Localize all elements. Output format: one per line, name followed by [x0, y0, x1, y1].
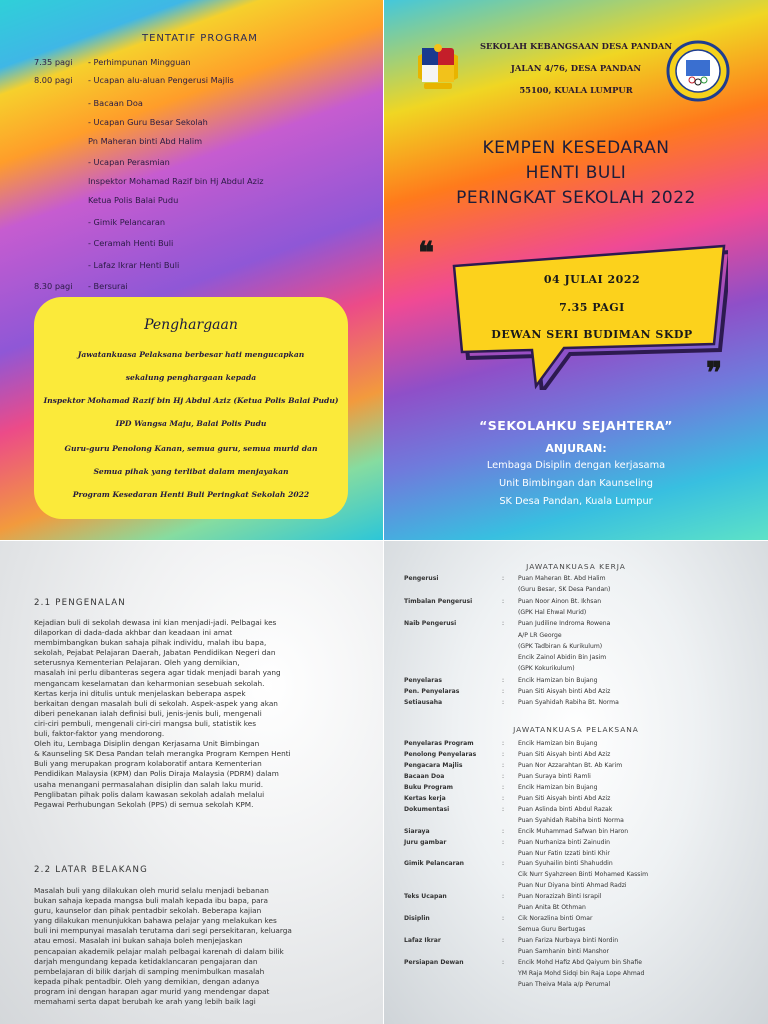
committee-name: Puan Theiva Mala a/p Perumal: [518, 980, 611, 988]
tentatif-item: - Ceramah Henti Buli: [88, 238, 174, 248]
committee-row: [404, 598, 754, 608]
committee-row: [404, 981, 754, 991]
tentatif-time: 8.30 pagi: [34, 281, 73, 291]
committee-colon: :: [502, 860, 505, 868]
committee-row: [404, 586, 754, 596]
committee-role: Gimik Pelancaran: [404, 860, 465, 868]
committee-row: [404, 828, 754, 838]
committee-colon: :: [502, 761, 505, 769]
committee-row: [404, 850, 754, 860]
committee-row: [404, 632, 754, 642]
committee-row: [404, 784, 754, 794]
committee-colon: :: [502, 783, 505, 791]
paragraph-line: kepada pihak pentadbir. Oleh yang demikian, dengan adanya: [34, 976, 260, 986]
committee-name: Puan Aslinda binti Abdul Razak: [518, 805, 613, 813]
committee-name: Puan Nurhaniza binti Zainudin: [518, 838, 610, 846]
paragraph-line: Oleh itu, Lembaga Disiplin dengan Kerjasama Unit Bimbingan: [34, 739, 260, 749]
committee-colon: :: [502, 893, 505, 901]
paragraph-line: & Kaunseling SK Desa Pandan telah merangka Program Kempen Henti: [34, 749, 291, 759]
event-venue: DEWAN SERI BUDIMAN SKDP: [491, 328, 693, 341]
event-time: 7.35 PAGI: [559, 301, 625, 314]
tentatif-item: Inspektor Mohamad Razif bin Hj Abdul Aziz: [88, 176, 264, 186]
tentatif-item: - Lafaz Ikrar Henti Buli: [88, 260, 180, 270]
jk-pelaksana-heading: JAWATANKUASA PELAKSANA: [513, 725, 639, 734]
committee-name: (GPK Hal Ehwal Murid): [518, 608, 587, 616]
paragraph-line: Buli yang merupakan program kolaboratif antara Kementerian: [34, 759, 262, 769]
paragraph-line: pembelajaran di bilik darjah di samping menimbulkan masalah: [34, 966, 265, 976]
jk-kerja-heading: JAWATANKUASA KERJA: [526, 562, 626, 571]
paragraph-line: membimbangkan bukan sahaja pihak individu, malah ibu bapa,: [34, 638, 267, 648]
committee-row: [404, 806, 754, 816]
paragraph-line: memahami serta dapat berubah ke arah yang lebih baik lagi: [34, 997, 256, 1007]
committee-role: Disiplin: [404, 915, 430, 923]
committee-name: Puan Nor Azzarahtan Bt. Ab Karim: [518, 761, 623, 769]
paragraph-line: Kertas kerja ini ditulis untuk menjelaskan beberapa aspek: [34, 688, 246, 698]
committee-row: [404, 620, 754, 630]
committee-colon: :: [502, 827, 505, 835]
committee-colon: :: [502, 794, 505, 802]
committee-colon: :: [502, 597, 505, 605]
tentatif-item: - Bersurai: [88, 281, 128, 291]
intro-panel: [0, 541, 383, 1024]
committee-name: Cik Nurr Syahzreen Binti Mohamed Kassim: [518, 871, 649, 879]
committee-row: [404, 839, 754, 849]
committee-row: [404, 762, 754, 772]
paragraph-line: berkaitan dengan masalah buli di sekolah. Aspek-aspek yang akan: [34, 698, 278, 708]
committee-panel: [384, 541, 768, 1024]
committee-row: [404, 904, 754, 914]
paragraph-line: masalah ini perlu dibanteras segera agar tidak menjadi barah yang: [34, 668, 281, 678]
penghargaan-line: sekalung penghargaan kepada: [125, 373, 257, 382]
paragraph-line: bukan sahaja kepada mangsa buli malah kepada ibu bapa, para: [34, 896, 269, 906]
anjuran-line: Unit Bimbingan dan Kaunseling: [499, 478, 653, 489]
committee-name: Encik Hamizan bin Bujang: [518, 676, 598, 684]
committee-role: Timbalan Pengerusi: [404, 597, 473, 605]
anjuran-line: SK Desa Pandan, Kuala Lumpur: [499, 496, 653, 507]
committee-row: [404, 871, 754, 881]
committee-colon: :: [502, 805, 505, 813]
school-name: SEKOLAH KEBANGSAAN DESA PANDAN: [479, 41, 673, 51]
slogan: “SEKOLAHKU SEJAHTERA”: [479, 418, 673, 433]
close-quote-icon: ❞: [706, 356, 723, 391]
committee-colon: :: [502, 772, 505, 780]
campaign-title-line: HENTI BULI: [525, 163, 627, 183]
pengenalan-heading: 2.1 PENGENALAN: [34, 598, 126, 608]
event-bubble: [428, 240, 728, 390]
paragraph-line: buli, faktor-faktor yang mendorong.: [34, 729, 165, 739]
committee-row: [404, 937, 754, 947]
latar-text: [34, 886, 364, 1007]
committee-name: Encik Hamizan bin Bujang: [518, 783, 598, 791]
paragraph-line: darjah mengundang kepada ketidaklancaran pengajaran dan: [34, 956, 258, 966]
committee-name: Cik Norazlina binti Omar: [518, 915, 593, 923]
penghargaan-line: Jawatankuasa Pelaksana berbesar hati mengucapkan: [77, 350, 305, 359]
penghargaan-box: [34, 297, 348, 519]
committee-name: (GPK Kokurikulum): [518, 665, 575, 673]
committee-role: Pengerusi: [404, 575, 439, 582]
tentatif-item: - Ucapan alu-aluan Pengerusi Majlis: [88, 75, 234, 85]
committee-row: [404, 740, 754, 750]
committee-name: Puan Maheran Bt. Abd Halim: [518, 575, 606, 582]
committee-row: [404, 751, 754, 761]
committee-row: [404, 860, 754, 870]
committee-colon: :: [502, 676, 505, 684]
committee-role: Buku Program: [404, 783, 453, 791]
paragraph-line: Masalah buli yang dilakukan oleh murid selalu menjadi bebanan: [34, 886, 269, 895]
committee-row: [404, 773, 754, 783]
committee-name: Puan Syahidah Rabiha Bt. Norma: [518, 699, 619, 707]
paragraph-line: buli ini mempunyai masalah terutama dari segi persekitaran, keluarga: [34, 926, 292, 936]
committee-role: Siaraya: [404, 827, 430, 835]
paragraph-line: Pendidikan Malaysia (KPM) dan Polis Diraja Malaysia (PDRM) dalam: [34, 769, 279, 779]
paragraph-line: ciri-ciri pembuli, mengenali ciri-ciri mangsa buli, statistik kes: [34, 718, 257, 728]
paragraph-line: sekolah, Pejabat Pelajaran Daerah, Jabatan Pendidikan Negeri dan: [34, 648, 276, 658]
committee-colon: :: [502, 838, 505, 846]
committee-role: Pengacara Majlis: [404, 761, 463, 769]
committee-name: Puan Siti Aisyah binti Abd Aziz: [518, 688, 611, 695]
paragraph-line: seterusnya Kementerian Pelajaran. Oleh yang demikian,: [34, 658, 240, 668]
latar-heading: 2.2 LATAR BELAKANG: [34, 865, 148, 875]
committee-row: [404, 654, 754, 664]
committee-name: Encik Mohd Hafiz Abd Qaiyum bin Shafie: [518, 959, 642, 966]
tentatif-item: - Ucapan Guru Besar Sekolah: [88, 117, 208, 127]
committee-role: Teks Ucapan: [404, 893, 447, 901]
tentatif-item: Ketua Polis Balai Pudu: [88, 195, 179, 205]
committee-role: Penyelaras: [404, 676, 442, 684]
committee-role: Bacaan Doa: [404, 772, 445, 780]
committee-name: Puan Anita Bt Othman: [518, 904, 586, 912]
committee-name: Puan Samhanin binti Manshor: [518, 948, 610, 956]
tentatif-item: - Bacaan Doa: [88, 98, 143, 108]
committee-name: Encik Muhammad Safwan bin Haron: [518, 827, 629, 835]
committee-role: Persiapan Dewan: [404, 959, 464, 966]
committee-row: [404, 575, 754, 585]
committee-row: [404, 795, 754, 805]
committee-role: Naib Pengerusi: [404, 620, 457, 628]
school-address: JALAN 4/76, DESA PANDAN: [510, 63, 642, 73]
penghargaan-line: Program Kesedaran Henti Buli Peringkat Sekolah 2022: [72, 490, 310, 499]
school-postcode: 55100, KUALA LUMPUR: [519, 85, 633, 95]
campaign-title-line: KEMPEN KESEDARAN: [482, 138, 670, 158]
committee-colon: :: [502, 937, 505, 945]
tentatif-time: 7.35 pagi: [34, 57, 73, 67]
committee-row: [404, 926, 754, 936]
pengenalan-text: [34, 618, 364, 810]
paragraph-line: dilaporkan di dada-dada akhbar dan keadaan ini amat: [34, 628, 233, 638]
committee-row: [404, 882, 754, 892]
committee-colon: :: [502, 688, 505, 695]
committee-row: [404, 677, 754, 687]
anjuran-line: Lembaga Disiplin dengan kerjasama: [486, 460, 666, 471]
committee-name: Puan Norazizah Binti Israpil: [518, 893, 602, 901]
committee-row: [404, 893, 754, 903]
committee-row: [404, 915, 754, 925]
committee-row: [404, 817, 754, 827]
anjuran-title: ANJURAN:: [545, 442, 607, 455]
penghargaan-line: IPD Wangsa Maju, Balai Polis Pudu: [115, 419, 267, 428]
committee-colon: :: [502, 959, 505, 966]
campaign-title-line: PERINGKAT SEKOLAH 2022: [456, 188, 696, 208]
committee-role: Dokumentasi: [404, 805, 450, 813]
committee-name: Puan Noor Ainon Bt. Ikhsan: [518, 597, 602, 605]
paragraph-line: mengancam keselamatan dan keharmonian sesebuah sekolah.: [34, 678, 265, 688]
committee-name: Puan Fariza Nurbaya binti Nordin: [518, 937, 619, 945]
committee-role: Penyelaras Program: [404, 740, 474, 747]
tentatif-title: TENTATIF PROGRAM: [142, 33, 258, 44]
penghargaan-line: Semua pihak yang terlibat dalam menjayakan: [93, 467, 289, 476]
committee-colon: :: [502, 915, 505, 923]
committee-colon: :: [502, 740, 505, 747]
tentatif-item: - Perhimpunan Mingguan: [88, 57, 191, 67]
committee-colon: :: [502, 620, 505, 628]
committee-role: Penolong Penyelaras: [404, 750, 477, 758]
paragraph-line: atau emosi. Masalah ini bukan sahaja boleh menjejaskan: [34, 936, 243, 946]
committee-name: Puan Siti Aisyah binti Abd Aziz: [518, 750, 611, 758]
paragraph-line: Pegawai Perhubungan Sekolah (PPS) di semua sekolah KPM.: [34, 799, 254, 809]
tentatif-panel: [0, 0, 383, 540]
penghargaan-line: Guru-guru Penolong Kanan, semua guru, semua murid dan: [64, 444, 318, 453]
committee-name: Encik Hamizan bin Bujang: [518, 740, 598, 747]
cover-panel: [384, 0, 768, 540]
committee-row: [404, 959, 754, 969]
tentatif-time: 8.00 pagi: [34, 75, 73, 85]
committee-colon: :: [502, 575, 505, 582]
committee-role: Juru gambar: [404, 838, 447, 846]
committee-name: Puan Siti Aisyah binti Abd Aziz: [518, 794, 611, 802]
committee-row: [404, 665, 754, 675]
paragraph-line: Kejadian buli di sekolah dewasa ini kian menjadi-jadi. Pelbagai kes: [34, 618, 277, 627]
open-quote-icon: ❝: [418, 236, 435, 271]
penghargaan-line: Inspektor Mohamad Razif bin Hj Abdul Aziz (Ketua Polis Balai Pudu): [43, 396, 339, 405]
tentatif-item: - Gimik Pelancaran: [88, 217, 166, 227]
committee-name: Puan Suraya binti Ramli: [518, 772, 591, 780]
committee-role: Lafaz Ikrar: [404, 937, 441, 945]
paragraph-line: diberi penekanan ialah definisi buli, jenis-jenis buli, mengenali: [34, 708, 262, 718]
paragraph-line: program ini dengan harapan agar murid yang mendengar dapat: [34, 986, 270, 996]
committee-name: Puan Syuhailin binti Shahuddin: [518, 860, 613, 868]
committee-row: [404, 948, 754, 958]
paragraph-line: usaha menangani permasalahan disiplin dan salah laku murid.: [34, 779, 264, 789]
committee-name: Puan Judiline Indroma Rowena: [518, 620, 611, 628]
paragraph-line: Penglibatan pihak polis dalam kawasan sekolah adalah melalui: [34, 789, 265, 799]
penghargaan-title: Penghargaan: [144, 317, 238, 333]
committee-role: Setiausaha: [404, 699, 443, 707]
committee-row: [404, 970, 754, 980]
committee-name: Puan Syahidah Rabiha binti Norma: [518, 816, 624, 824]
paragraph-line: pencapaian akademik pelajar malah pelbagai karenah di dalam bilik: [34, 946, 284, 956]
tentatif-item: Pn Maheran binti Abd Halim: [88, 136, 203, 146]
committee-name: YM Raja Mohd Sidqi bin Raja Lope Ahmad: [518, 969, 645, 977]
tentatif-item: - Ucapan Perasmian: [88, 157, 170, 167]
committee-row: [404, 699, 754, 709]
committee-row: [404, 609, 754, 619]
paragraph-line: yang dilakukan menunjukkan bahawa pelajar yang melakukan kes: [34, 916, 277, 926]
committee-role: Pen. Penyelaras: [404, 688, 460, 695]
committee-colon: :: [502, 750, 505, 758]
committee-name: Encik Zainol Abidin Bin Jasim: [518, 654, 607, 662]
committee-name: (Guru Besar, SK Desa Pandan): [518, 586, 611, 594]
event-date: 04 JULAI 2022: [543, 273, 641, 286]
committee-row: [404, 688, 754, 698]
paragraph-line: guru, kaunselor dan pihak pentadbir sekolah. Beberapa kajian: [34, 906, 262, 916]
committee-name: (GPK Tadbiran & Kurikulum): [518, 642, 603, 650]
committee-name: A/P LR George: [518, 631, 562, 639]
committee-role: Kertas kerja: [404, 794, 446, 802]
committee-row: [404, 643, 754, 653]
committee-name: Semua Guru Bertugas: [518, 926, 586, 934]
committee-name: Puan Nur Diyana binti Ahmad Radzi: [518, 882, 627, 890]
committee-name: Puan Nur Fatin Izzati binti Khir: [518, 849, 610, 857]
committee-colon: :: [502, 699, 505, 707]
